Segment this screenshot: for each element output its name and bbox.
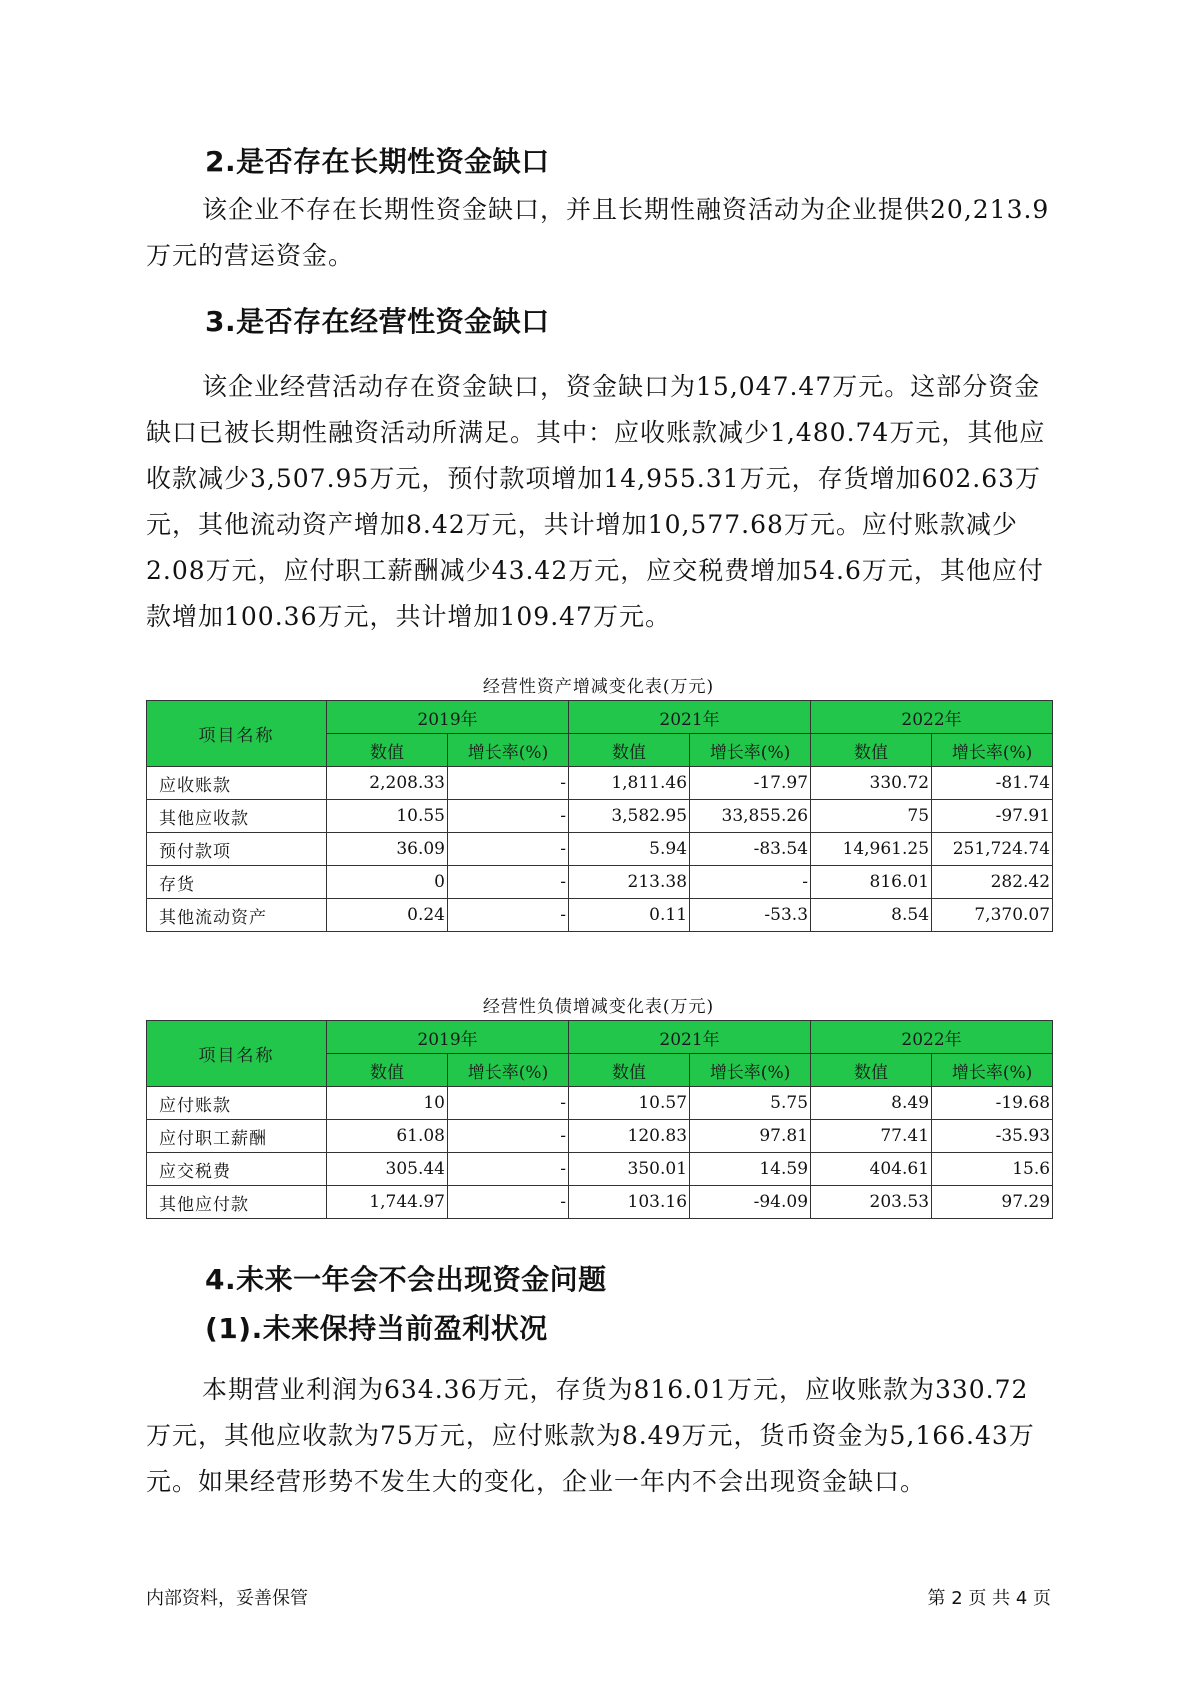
growth-cell: - bbox=[448, 833, 569, 866]
value-header: 数值 bbox=[811, 734, 932, 767]
growth-cell: - bbox=[448, 1120, 569, 1153]
value-cell: 36.09 bbox=[327, 833, 448, 866]
footer-confidential-note: 内部资料，妥善保管 bbox=[146, 1588, 308, 1609]
growth-header: 增长率(%) bbox=[932, 734, 1053, 767]
row-label: 其他流动资产 bbox=[147, 899, 327, 932]
growth-cell: 282.42 bbox=[932, 866, 1053, 899]
growth-cell: 15.6 bbox=[932, 1153, 1053, 1186]
value-cell: 8.49 bbox=[811, 1087, 932, 1120]
liability-table-caption: 经营性负债增减变化表(万元) bbox=[482, 997, 715, 1017]
section-4-subheading: (1).未来保持当前盈利状况 bbox=[205, 1312, 548, 1345]
value-cell: 14,961.25 bbox=[811, 833, 932, 866]
value-cell: 213.38 bbox=[569, 866, 690, 899]
growth-header: 增长率(%) bbox=[932, 1054, 1053, 1087]
table-row bbox=[147, 1087, 1053, 1120]
row-label: 存货 bbox=[147, 866, 327, 899]
growth-cell: -35.93 bbox=[932, 1120, 1053, 1153]
year-header: 2021年 bbox=[569, 701, 811, 734]
asset-table bbox=[146, 700, 1053, 932]
growth-cell: 251,724.74 bbox=[932, 833, 1053, 866]
value-cell: 404.61 bbox=[811, 1153, 932, 1186]
section-3-paragraph: 该企业经营活动存在资金缺口，资金缺口为15,047.47万元。这部分资金缺口已被长期性融资活动所满足。其中：应收账款减少1,480.74万元，其他应收款减少3,507.95万元，预付款项增加14,955.31万元，存货增加602.63万元，其他流动资产增加8.42万元，共计增加10,577.68万元。应付账款减少2.08万元，应付职工薪酬减少43.42万元，应交税费增加54.6万元，其他应付款增加100.36万元，共计增加109.47万元。 bbox=[146, 372, 1046, 631]
year-header: 2021年 bbox=[569, 1021, 811, 1054]
value-cell: 10.57 bbox=[569, 1087, 690, 1120]
value-cell: 0.24 bbox=[327, 899, 448, 932]
growth-cell: -17.97 bbox=[690, 767, 811, 800]
row-label: 应付账款 bbox=[147, 1087, 327, 1120]
row-label: 应付职工薪酬 bbox=[147, 1120, 327, 1153]
growth-cell: - bbox=[448, 1087, 569, 1120]
growth-cell: -81.74 bbox=[932, 767, 1053, 800]
growth-cell: -94.09 bbox=[690, 1186, 811, 1219]
growth-cell: -97.91 bbox=[932, 800, 1053, 833]
value-header: 数值 bbox=[811, 1054, 932, 1087]
row-label: 预付款项 bbox=[147, 833, 327, 866]
section-4-paragraph: 本期营业利润为634.36万元，存货为816.01万元，应收账款为330.72万元，其他应收款为75万元，应付账款为8.49万元，货币资金为5,166.43万元。如果经营形势不发生大的变化，企业一年内不会出现资金缺口。 bbox=[146, 1375, 1035, 1496]
growth-cell: - bbox=[690, 866, 811, 899]
table-row bbox=[147, 899, 1053, 932]
value-header: 数值 bbox=[569, 734, 690, 767]
year-header: 2019年 bbox=[327, 1021, 569, 1054]
growth-cell: - bbox=[448, 1186, 569, 1219]
value-cell: 0.11 bbox=[569, 899, 690, 932]
section-2-paragraph: 该企业不存在长期性资金缺口，并且长期性融资活动为企业提供20,213.9万元的营运资金。 bbox=[146, 195, 1050, 270]
row-label: 应交税费 bbox=[147, 1153, 327, 1186]
row-label: 其他应收款 bbox=[147, 800, 327, 833]
value-cell: 61.08 bbox=[327, 1120, 448, 1153]
growth-cell: 97.29 bbox=[932, 1186, 1053, 1219]
value-cell: 5.94 bbox=[569, 833, 690, 866]
row-label: 应收账款 bbox=[147, 767, 327, 800]
value-cell: 8.54 bbox=[811, 899, 932, 932]
asset-table-caption: 经营性资产增减变化表(万元) bbox=[482, 677, 715, 697]
growth-cell: 33,855.26 bbox=[690, 800, 811, 833]
section-4-heading: 4.未来一年会不会出现资金问题 bbox=[205, 1263, 607, 1296]
growth-header: 增长率(%) bbox=[448, 734, 569, 767]
growth-cell: -53.3 bbox=[690, 899, 811, 932]
value-cell: 330.72 bbox=[811, 767, 932, 800]
growth-cell: 5.75 bbox=[690, 1087, 811, 1120]
table-row bbox=[147, 833, 1053, 866]
value-header: 数值 bbox=[569, 1054, 690, 1087]
row-label: 其他应付款 bbox=[147, 1186, 327, 1219]
section-2-heading: 2.是否存在长期性资金缺口 bbox=[205, 145, 550, 178]
growth-cell: -83.54 bbox=[690, 833, 811, 866]
growth-header: 增长率(%) bbox=[448, 1054, 569, 1087]
value-cell: 3,582.95 bbox=[569, 800, 690, 833]
growth-cell: - bbox=[448, 767, 569, 800]
value-cell: 350.01 bbox=[569, 1153, 690, 1186]
growth-cell: 97.81 bbox=[690, 1120, 811, 1153]
value-cell: 120.83 bbox=[569, 1120, 690, 1153]
year-header: 2022年 bbox=[811, 701, 1053, 734]
section-3-heading: 3.是否存在经营性资金缺口 bbox=[205, 305, 550, 338]
value-cell: 1,811.46 bbox=[569, 767, 690, 800]
growth-cell: - bbox=[448, 1153, 569, 1186]
growth-header: 增长率(%) bbox=[690, 1054, 811, 1087]
year-header: 2019年 bbox=[327, 701, 569, 734]
table-row bbox=[147, 1120, 1053, 1153]
growth-cell: - bbox=[448, 899, 569, 932]
value-header: 数值 bbox=[327, 734, 448, 767]
footer-page-number: 第 2 页 共 4 页 bbox=[927, 1588, 1051, 1609]
table-row bbox=[147, 866, 1053, 899]
value-cell: 10 bbox=[327, 1087, 448, 1120]
name-column-header: 项目名称 bbox=[147, 1021, 327, 1087]
value-cell: 0 bbox=[327, 866, 448, 899]
table-row bbox=[147, 1186, 1053, 1219]
liability-table-body bbox=[147, 1087, 1053, 1219]
value-cell: 77.41 bbox=[811, 1120, 932, 1153]
growth-cell: 7,370.07 bbox=[932, 899, 1053, 932]
growth-cell: 14.59 bbox=[690, 1153, 811, 1186]
growth-cell: - bbox=[448, 800, 569, 833]
value-cell: 816.01 bbox=[811, 866, 932, 899]
liability-table bbox=[146, 1020, 1053, 1219]
value-cell: 203.53 bbox=[811, 1186, 932, 1219]
value-cell: 2,208.33 bbox=[327, 767, 448, 800]
year-header: 2022年 bbox=[811, 1021, 1053, 1054]
growth-cell: - bbox=[448, 866, 569, 899]
asset-table-body bbox=[147, 767, 1053, 932]
table-row bbox=[147, 767, 1053, 800]
value-cell: 1,744.97 bbox=[327, 1186, 448, 1219]
table-row bbox=[147, 1153, 1053, 1186]
table-row bbox=[147, 800, 1053, 833]
value-cell: 10.55 bbox=[327, 800, 448, 833]
value-cell: 103.16 bbox=[569, 1186, 690, 1219]
value-header: 数值 bbox=[327, 1054, 448, 1087]
growth-header: 增长率(%) bbox=[690, 734, 811, 767]
value-cell: 305.44 bbox=[327, 1153, 448, 1186]
name-column-header: 项目名称 bbox=[147, 701, 327, 767]
growth-cell: -19.68 bbox=[932, 1087, 1053, 1120]
value-cell: 75 bbox=[811, 800, 932, 833]
